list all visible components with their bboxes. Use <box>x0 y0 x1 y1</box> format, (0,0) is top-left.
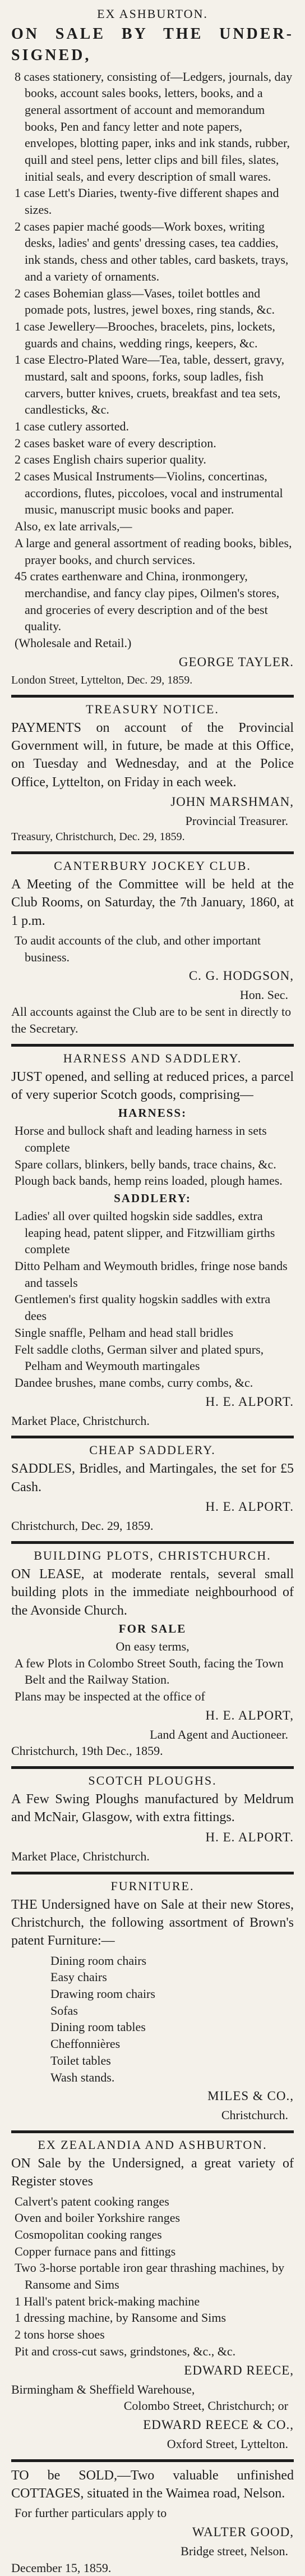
ad-ex-zealandia <box>11 2138 294 2453</box>
list-item: Toilet tables <box>50 2053 111 2068</box>
list-item: A large and general assortment of reading books, bibles, prayer books, and church services. <box>15 535 292 567</box>
ad-treasury-notice <box>11 702 294 845</box>
ad-signature: C. G. HODGSON, <box>188 969 294 983</box>
list-item: 2 cases papier maché goods—Work boxes, writing desks, ladies' and gents' dressing cases, tea caddies, ink stands, chess and other tables, card baskets, trays, and a variety of ornaments. <box>15 219 289 283</box>
ad-footer: Market Place, Christchurch. <box>11 1413 150 1428</box>
ad-footer: All accounts against the Club are to be sent in directly to the Secretary. <box>11 1005 292 1035</box>
ad-title: Christchurch. <box>221 2108 288 2123</box>
list-item: Ladies' all over quilted hogskin side saddles, extra leaping head, patent slipper, and Fitzwilliam girths complete <box>15 1209 275 1257</box>
ad-footer: Christchurch, Dec. 29, 1859. <box>11 1519 154 1533</box>
ad-harness-saddlery <box>11 1051 294 1429</box>
ad-footer: December 15, 1859. <box>11 2560 112 2575</box>
list-item: 2 cases Musical Instruments—Violins, concertinas, accordions, flutes, piccoloes, vocal and instrumental music, manuscript music books and paper. <box>15 469 283 517</box>
list-item: Cheffonnières <box>50 2037 121 2051</box>
harness-list <box>11 1122 294 1189</box>
list-item: 1 Hall's patent brick-making machine <box>15 2294 200 2308</box>
ad-body: A Few Swing Ploughs manufactured by Meldrum and McNair, Glasgow, with extra fittings. <box>11 1792 294 1825</box>
list-item: Also, ex late arrivals,— <box>15 519 132 534</box>
list-item: Dandee brushes, mane combs, curry combs, &c. <box>15 1375 253 1390</box>
ad-footer: Market Place, Christchurch. <box>11 1849 150 1863</box>
ad-signature: H. E. ALPORT. <box>205 1830 294 1844</box>
ad-body-3: Plans may be inspected at the office of <box>15 1689 205 1703</box>
list-item: 45 crates earthenware and China, ironmongery, merchandise, and fancy clay pipes, Oilmen's stores, and groceries of every description and of the best quality. <box>15 569 280 634</box>
list-item: Gentlemen's first quality hogskin saddles with extra dees <box>15 1292 271 1323</box>
ad-address: Oxford Street, Lyttelton. <box>167 2436 288 2451</box>
ad-body: ON LEASE, at moderate rentals, several small building plots in the immediate neighbourhood of the Avonside Church. <box>11 1566 294 1618</box>
divider <box>11 1766 294 1769</box>
list-item: 2 cases English chairs superior quality. <box>15 452 206 467</box>
ad-address: Birmingham & Sheffield Warehouse, <box>11 2382 195 2396</box>
list-item: Oven and boiler Yorkshire ranges <box>15 2211 181 2225</box>
ad-footer: London Street, Lyttelton, Dec. 29, 1859. <box>11 673 193 686</box>
divider <box>11 851 294 854</box>
ad-signature: GEORGE TAYLER. <box>178 654 294 669</box>
ad-opening: ON SALE BY THE UNDER-SIGNED, <box>11 25 294 64</box>
ad-cheap-saddlery <box>11 1443 294 1534</box>
list-item: Felt saddle cloths, German silver and plated spurs, Pelham and Weymouth martingales <box>15 1342 264 1373</box>
ad-body-2: To audit accounts of the club, and other important business. <box>15 933 261 964</box>
ad-heading: CANTERBURY JOCKEY CLUB. <box>54 858 251 873</box>
stove-list <box>11 2193 294 2360</box>
list-item: Copper furnace pans and fittings <box>15 2244 176 2258</box>
divider <box>11 695 294 698</box>
ad-signature: EDWARD REECE, <box>184 2363 294 2377</box>
ad-ex-ashburton <box>11 7 294 688</box>
ad-title: Land Agent and Auctioneer. <box>150 1727 288 1741</box>
ad-title: Bridge street, Nelson. <box>181 2544 288 2559</box>
ad-signature: H. E. ALPORT, <box>205 1708 294 1722</box>
furniture-list <box>50 1952 294 2086</box>
ad-cottages-for-sale <box>11 2467 294 2576</box>
list-item: Pit and cross-cut saws, grindstones, &c., &c. <box>15 2344 236 2358</box>
list-item: Dining room chairs <box>50 1953 147 1968</box>
ad-signature: H. E. ALPORT. <box>205 1394 294 1409</box>
ad-address: Colombo Street, Christchurch; or <box>123 2399 288 2413</box>
list-item: 1 case cutlery assorted. <box>15 419 130 434</box>
divider <box>11 1872 294 1874</box>
list-item: 1 case Lett's Diaries, twenty-five different shapes and sizes. <box>15 186 279 217</box>
list-item: Plough back bands, hemp reins loaded, plough hames. <box>15 1174 283 1188</box>
ad-heading: BUILDING PLOTS, CHRISTCHURCH. <box>34 1548 271 1562</box>
ad-heading: HARNESS AND SADDLERY. <box>63 1051 242 1065</box>
ad-heading: TREASURY NOTICE. <box>86 702 219 716</box>
ad-heading: FURNITURE. <box>110 1878 195 1893</box>
ad-furniture <box>11 1879 294 2124</box>
ad-body: THE Undersigned have on Sale at their new Stores, Christchurch, the following assortment of Brown's patent Furniture:— <box>11 1897 294 1949</box>
list-item: 1 case Jewellery—Brooches, bracelets, pins, lockets, guards and chains, wedding rings, keepers, &c. <box>15 319 275 350</box>
ad-heading: SCOTCH PLOUGHS. <box>88 1773 217 1788</box>
list-item: Wash stands. <box>50 2070 115 2084</box>
list-item: (Wholesale and Retail.) <box>15 635 132 650</box>
list-item: Two 3-horse portable iron gear thrashing machines, by Ransome and Sims <box>15 2261 285 2292</box>
ad-jockey-club <box>11 859 294 1037</box>
ad-body: JUST opened, and selling at reduced prices, a parcel of very superior Scotch goods, comprising— <box>11 1069 294 1102</box>
ad-title: Provincial Treasurer. <box>185 814 288 828</box>
list-item: Single snaffle, Pelham and head stall bridles <box>15 1325 234 1340</box>
saddlery-list <box>11 1208 294 1391</box>
ad-body-2: For further particulars apply to <box>15 2506 167 2520</box>
ad-item-list <box>11 68 294 652</box>
ad-body: PAYMENTS on account of the Provincial Government will, in future, be made at this Office, on Tuesday and Wednesday, and at the Police Office, Lyttelton, on Friday in each week. <box>11 720 294 790</box>
list-item: Cosmopolitan cooking ranges <box>15 2227 162 2242</box>
list-item: 2 cases Bohemian glass—Vases, toilet bottles and pomade pots, lustres, jewel boxes, ring stands, &c. <box>15 286 275 317</box>
ad-body: A Meeting of the Committee will be held at the Club Rooms, on Saturday, the 7th January, 1860, at 1 p.m. <box>11 877 294 928</box>
ad-scotch-ploughs <box>11 1773 294 1864</box>
divider <box>11 2459 294 2462</box>
list-item: 2 cases basket ware of every description. <box>15 436 216 450</box>
list-item: Sofas <box>50 2003 78 2018</box>
ad-body-2: A few Plots in Colombo Street South, facing the Town Belt and the Railway Station. <box>15 1656 284 1687</box>
ad-heading: EX ZEALANDIA AND ASHBURTON. <box>38 2137 267 2152</box>
list-item: 2 tons horse shoes <box>15 2327 105 2342</box>
ad-subheading: HARNESS: <box>118 1106 187 1120</box>
list-item: Drawing room chairs <box>50 1987 155 2001</box>
ad-building-plots <box>11 1548 294 1759</box>
divider <box>11 1541 294 1544</box>
ad-signature: WALTER GOOD, <box>192 2525 294 2540</box>
ad-signature: H. E. ALPORT. <box>205 1500 294 1514</box>
list-item: 1 dressing machine, by Ransome and Sims <box>15 2311 227 2325</box>
list-item: Easy chairs <box>50 1970 107 1984</box>
ad-subheading: SADDLERY: <box>114 1191 191 1206</box>
list-item: Dining room tables <box>50 2020 146 2034</box>
ad-signature: JOHN MARSHMAN, <box>170 795 294 809</box>
ad-terms: On easy terms, <box>115 1639 190 1653</box>
ad-body: SADDLES, Bridles, and Martingales, the set for £5 Cash. <box>11 1461 294 1495</box>
ad-heading: CHEAP SADDLERY. <box>89 1443 216 1457</box>
list-item: 1 case Electro-Plated Ware—Tea, table, dessert, gravy, mustard, salt and spoons, forks, soup ladles, fish carvers, butter knives, cruets, breakfast and tea sets, candlesticks, &c. <box>15 352 285 417</box>
ad-body: ON Sale by the Undersigned, a great variety of Register stoves <box>11 2156 294 2189</box>
divider <box>11 1044 294 1047</box>
list-item: Ditto Pelham and Weymouth bridles, fringe nose bands and tassels <box>15 1259 288 1290</box>
ad-body: TO be SOLD,—Two valuable unfinished COTTAGES, situated in the Waimea road, Nelson. <box>11 2468 294 2501</box>
ad-footer: Treasury, Christchurch, Dec. 29, 1859. <box>11 830 185 843</box>
ad-title: Hon. Sec. <box>239 988 288 1002</box>
divider <box>11 2130 294 2133</box>
list-item: Horse and bullock shaft and leading harness in sets complete <box>15 1124 267 1154</box>
ad-footer: Christchurch, 19th Dec., 1859. <box>11 1744 163 1758</box>
ad-signature: MILES & CO., <box>207 2089 294 2103</box>
list-item: Spare collars, blinkers, belly bands, trace chains, &c. <box>15 1157 276 1171</box>
divider <box>11 1436 294 1438</box>
ad-subheading: FOR SALE <box>118 1621 187 1635</box>
ad-signature-2: EDWARD REECE & CO., <box>143 2417 294 2432</box>
ad-heading: EX ASHBURTON. <box>97 7 208 21</box>
list-item: 8 cases stationery, consisting of—Ledgers, journals, day books, account sales books, letters, books, and a general assortment of account and memorandum books, Pen and fancy letter and note papers, envelopes, blotting paper, inks and ink stands, rubber, quill and steel pens, letter clips and bill files, slates, initial seals, and every description of small wares. <box>15 69 293 184</box>
list-item: Calvert's patent cooking ranges <box>15 2194 169 2208</box>
